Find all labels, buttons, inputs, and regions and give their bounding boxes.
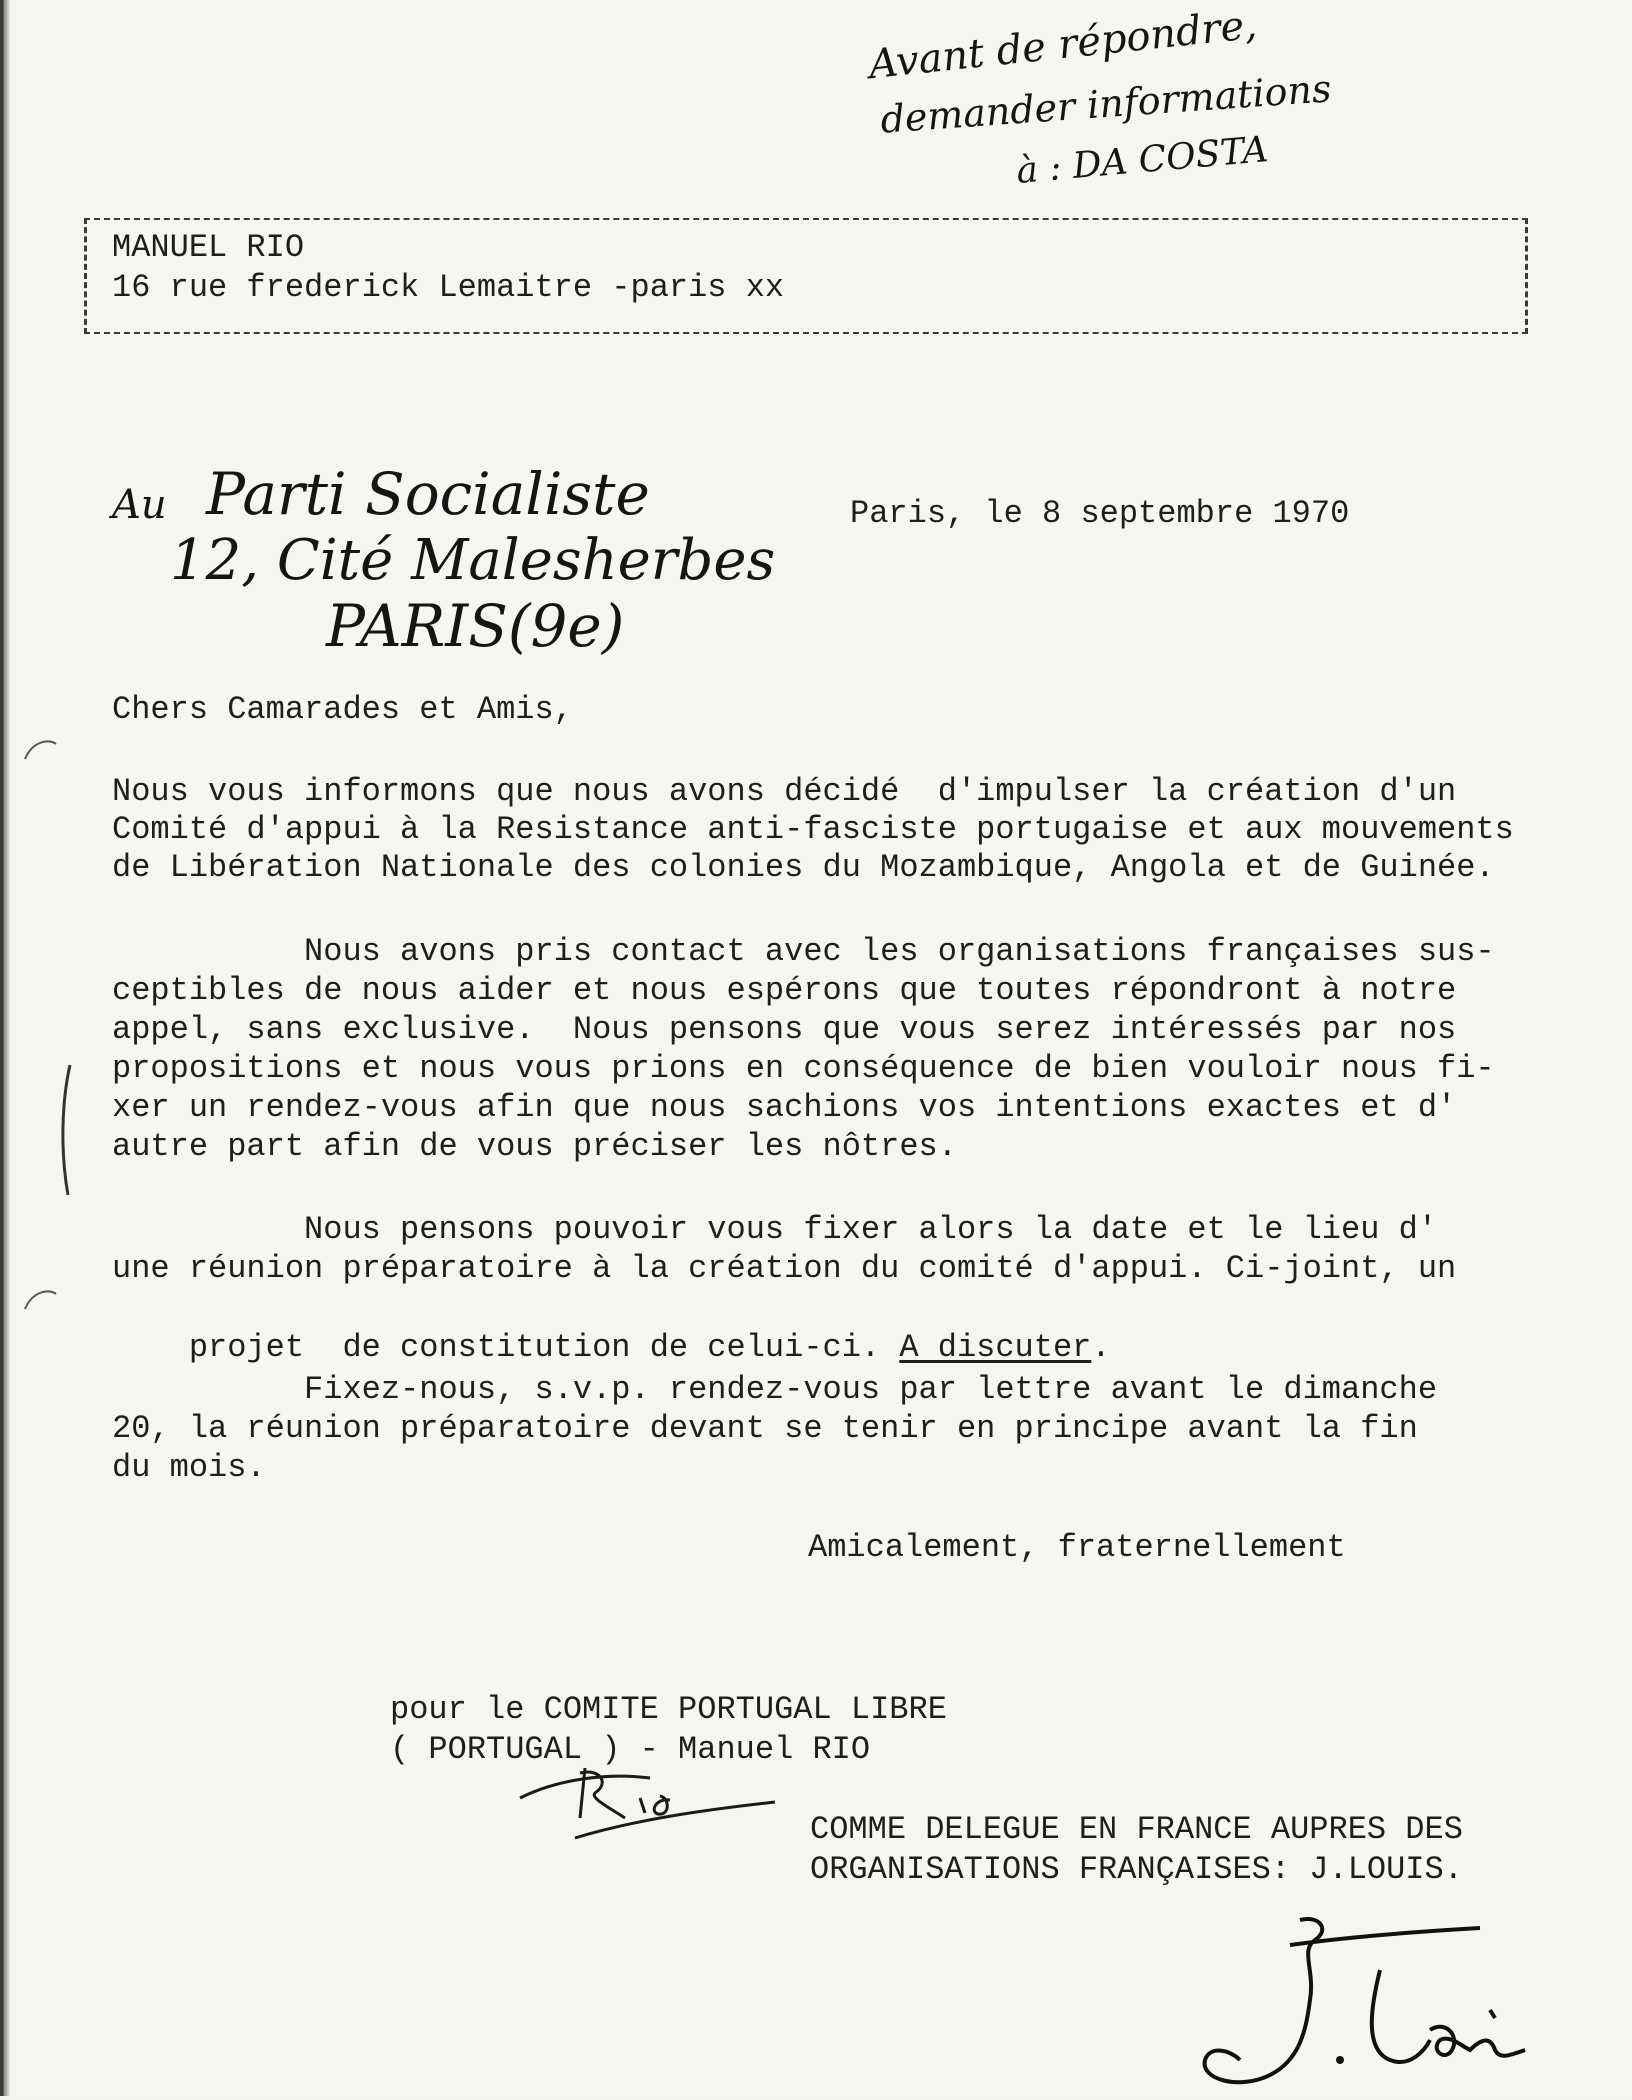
paragraph-3-line: une réunion préparatoire à la création du comité d'appui. Ci-joint, un [112, 1250, 1457, 1287]
recipient-line-2: 12, Cité Malesherbes [170, 528, 776, 593]
signature-name-line: ( PORTUGAL ) - Manuel RIO [390, 1731, 871, 1768]
sender-name: MANUEL RIO [112, 229, 305, 266]
paragraph-2-line: xer un rendez-vous afin que nous sachions vos intentions exactes et d' [112, 1089, 1457, 1126]
paragraph-2-line: autre part afin de vous préciser les nôtres. [112, 1128, 957, 1165]
margin-mark-left [52, 1060, 82, 1200]
paragraph-4-line: du mois. [112, 1449, 266, 1486]
recipient-line-1: Parti Socialiste [206, 460, 650, 528]
closing-line: Amicalement, fraternellement [808, 1529, 1346, 1566]
rio-signature [500, 1738, 800, 1848]
paragraph-4-line: Fixez-nous, s.v.p. rendez-vous par lettre avant le dimanche [112, 1371, 1438, 1408]
recipient-line-3: PARIS(9e) [326, 592, 625, 660]
paragraph-1-line: de Libération Nationale des colonies du Mozambique, Angola et de Guinée. [112, 849, 1495, 886]
sender-address: 16 rue frederick Lemaitre -paris xx [112, 269, 785, 306]
punch-mark-1 [20, 734, 60, 764]
punch-mark-2 [20, 1284, 60, 1314]
page-edge-shadow [0, 0, 10, 2096]
paragraph-3-line: Nous pensons pouvoir vous fixer alors la date et le lieu d' [112, 1211, 1438, 1248]
paragraph-1-line: Comité d'appui à la Resistance anti-fasciste portugaise et aux mouvements [112, 811, 1514, 848]
handwritten-annotation-line-1: Avant de répondre, [866, 1, 1259, 89]
delegate-line-1: COMME DELEGUE EN FRANCE AUPRES DES [810, 1811, 1463, 1848]
paragraph-2-line: propositions et nous vous prions en conséquence de bien vouloir nous fi- [112, 1050, 1495, 1087]
handwritten-annotation-line-3: à : DA COSTA [1014, 129, 1270, 192]
paragraph-2-line: ceptibles de nous aider et nous espérons que toutes répondront à notre [112, 972, 1457, 1009]
letter-date: Paris, le 8 septembre 1970 [850, 495, 1350, 532]
paragraph-1-line: Nous vous informons que nous avons décidé d'impulser la création d'un [112, 773, 1457, 810]
recipient-prefix: Au [112, 482, 167, 528]
paragraph-3-text: projet de constitution de celui-ci. [188, 1329, 900, 1366]
delegate-line-2: ORGANISATIONS FRANÇAISES: J.LOUIS. [810, 1851, 1463, 1888]
paragraph-2-line: appel, sans exclusive. Nous pensons que vous serez intéressés par nos [112, 1011, 1457, 1048]
handwritten-annotation-line-2: demander informations [879, 66, 1333, 142]
paragraph-4-line: 20, la réunion préparatoire devant se tenir en principe avant la fin [112, 1410, 1418, 1447]
a-discuter-emphasis: A discuter [899, 1329, 1092, 1366]
paragraph-3-period: . [1091, 1329, 1111, 1366]
louis-signature [1190, 1910, 1550, 2100]
signature-committee-line: pour le COMITE PORTUGAL LIBRE [390, 1691, 947, 1728]
paragraph-2-line: Nous avons pris contact avec les organisations françaises sus- [112, 933, 1495, 970]
salutation: Chers Camarades et Amis, [112, 691, 573, 728]
